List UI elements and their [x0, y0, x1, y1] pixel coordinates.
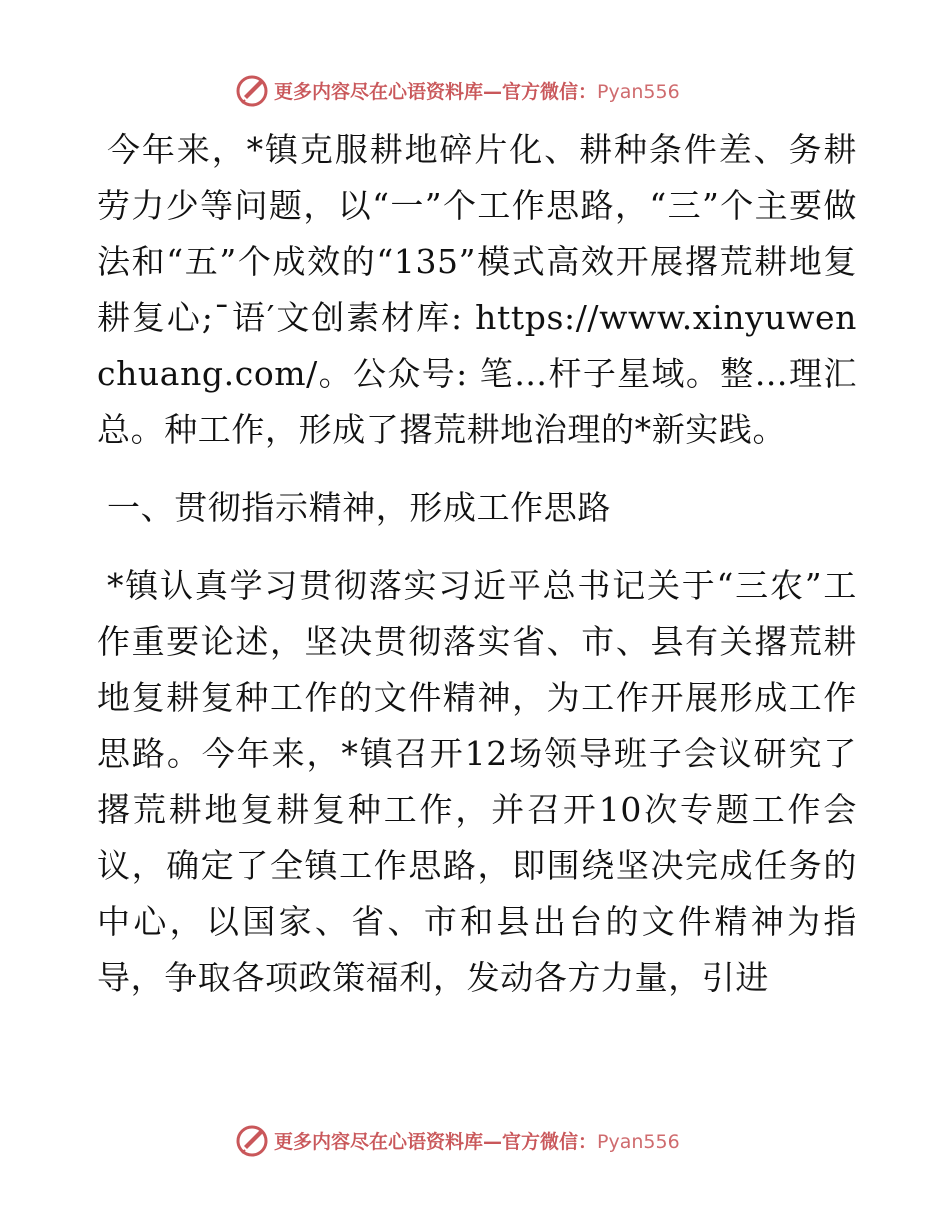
watermark-text: 更多内容尽在心语资料库—官方微信：Pyan556	[274, 1130, 680, 1153]
watermark-text: 更多内容尽在心语资料库—官方微信：Pyan556	[274, 80, 680, 103]
watermark-logo-icon	[234, 1122, 270, 1158]
footer-watermark	[234, 1120, 714, 1160]
header-watermark	[234, 70, 714, 110]
watermark-logo-icon	[234, 72, 270, 108]
paragraph-intro: 今年来，*镇克服耕地碎片化、耕种条件差、务耕劳力少等问题，以“一”个工作思路，“三”个主要做法和“五”个成效的“135”模式高效开展撂荒耕地复耕复心;¯语′文创素材库: https://www.xinyuwenchuang.com/。公众号: 笔…杆子星域。整…理汇总。种工作，形成了撂荒耕地治理的*新实践。	[97, 130, 857, 449]
document-body	[97, 122, 857, 1006]
paragraph-section-1: *镇认真学习贯彻落实习近平总书记关于“三农”工作重要论述，坚决贯彻落实省、市、县有关撂荒耕地复耕复种工作的文件精神，为工作开展形成工作思路。今年来，*镇召开12场领导班子会议研究了撂荒耕地复耕复种工作，并召开10次专题工作会议，确定了全镇工作思路，即围绕坚决完成任务的中心，以国家、省、市和县出台的文件精神为指导，争取各项政策福利，发动各方力量，引进	[97, 566, 857, 997]
section-heading: 一、贯彻指示精神，形成工作思路	[107, 488, 611, 527]
